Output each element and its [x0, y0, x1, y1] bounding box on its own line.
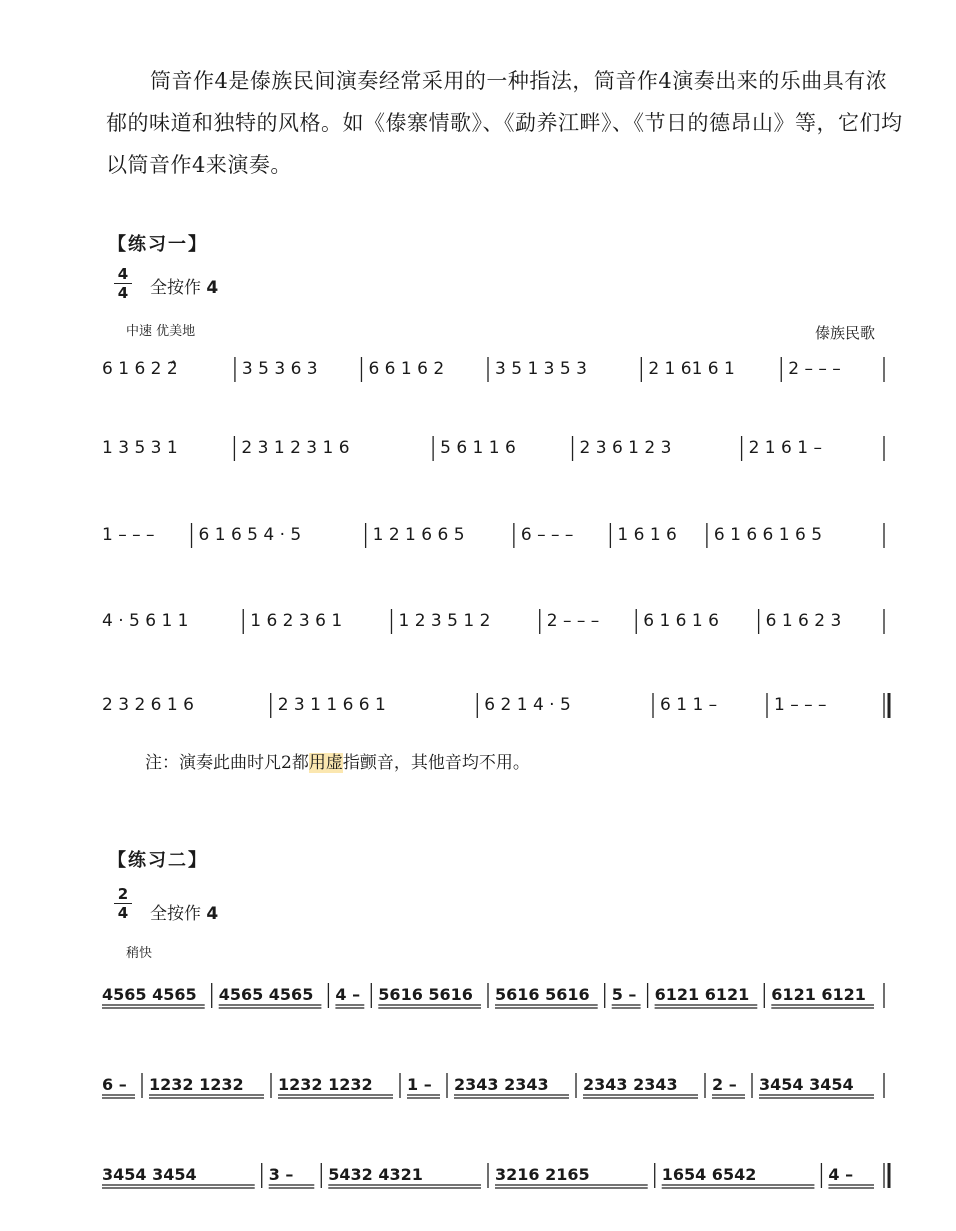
- exercise1-measure: 6 1 6 2 2̂: [102, 359, 178, 379]
- exercise1-row-2: [102, 436, 884, 461]
- exercise1-measure: 1 3 5 3 1: [102, 438, 178, 458]
- exercise2-measure: 1232 1232: [278, 1075, 373, 1094]
- exercise1-measure: 2 3 6 1 2 3: [579, 438, 672, 458]
- exercise1-measure: 2 – – –: [546, 611, 600, 631]
- exercise1-title: 【练习一】: [108, 234, 208, 255]
- exercise1-measure: 1 2 3 5 1 2: [398, 611, 491, 631]
- time-bottom: 4: [117, 284, 129, 302]
- exercise1-measure: 2 3 1 1 6 6 1: [277, 695, 386, 715]
- exercise2-measure: 3216 2165: [495, 1165, 590, 1184]
- time-top: 2: [117, 885, 129, 903]
- exercise2-measure: 6121 6121: [654, 985, 750, 1004]
- key-label: 全按作: [150, 278, 201, 298]
- exercise2-measure: 2 –: [712, 1075, 737, 1094]
- exercise1-measure: 5 6 1 1 6: [440, 438, 516, 458]
- exercise2-measure: 5432 4321: [328, 1165, 423, 1184]
- exercise2-measure: 1232 1232: [149, 1075, 244, 1094]
- exercise1-measure: 2 3 1 2 3 1 6: [241, 438, 350, 458]
- exercise1-row-5: [102, 693, 889, 718]
- exercise2-measure: 3454 3454: [759, 1075, 854, 1094]
- exercise1-measure: 1 6 1 6: [617, 525, 677, 545]
- exercise2-measure: 4 –: [828, 1165, 854, 1184]
- exercise1-measure: 6 1 6 1 6: [643, 611, 719, 631]
- exercise1-measure: 1 – – –: [774, 695, 827, 715]
- exercise1-measure: 6 1 6 2 3: [765, 611, 842, 631]
- exercise1-measure: 6 2 1 4 · 5: [484, 695, 571, 715]
- exercise1-tempo: 中速 优美地: [126, 324, 196, 339]
- exercise2-measure: 4 –: [335, 985, 361, 1004]
- exercise2-measure: 1654 6542: [661, 1165, 757, 1184]
- exercise2-row-3: [102, 1163, 889, 1188]
- exercise1-measure: 2 3 2 6 1 6: [102, 695, 194, 715]
- exercise1-measure: 1 6 2 3 6 1: [250, 611, 343, 631]
- exercise2-measure: 4565 4565: [102, 985, 197, 1004]
- exercise2-title: 【练习二】: [108, 850, 208, 871]
- exercise1-measure: 2 1 61 6 1: [648, 359, 735, 379]
- intro-paragraph: 筒音作4是傣族民间演奏经常采用的一种指法，筒音作4演奏出来的乐曲具有浓郁的味道和独特的风格。如《傣寨情歌》、《勐养江畔》、《节日的德昂山》等，它们均以筒音作4来演奏。: [106, 69, 903, 177]
- exercise1-measure: 1 2 1 6 6 5: [372, 525, 465, 545]
- exercise1-row-4: [102, 609, 884, 634]
- exercise2-measure: 5616 5616: [495, 985, 590, 1004]
- exercise1-measure: 4 · 5 6 1 1: [102, 611, 189, 631]
- exercise1-measure: 3 5 1 3 5 3: [495, 359, 587, 379]
- exercise2-measure: 4565 4565: [218, 985, 314, 1004]
- exercise1-measure: 1 – – –: [102, 525, 155, 545]
- exercise1-measure: 6 – – –: [520, 525, 574, 545]
- footnote-post: 指颤音，其他音均不用。: [342, 753, 530, 773]
- exercise2-measure: 3 –: [268, 1165, 294, 1184]
- exercise1-measure: 2 – – –: [788, 359, 841, 379]
- exercise1-row-1: [102, 357, 884, 382]
- exercise1-measure: 3 5 3 6 3: [241, 359, 318, 379]
- key-value: 4: [206, 278, 219, 298]
- key-value: 4: [206, 904, 219, 924]
- exercise2-measure: 6 –: [102, 1075, 127, 1094]
- exercise2-measure: 3454 3454: [102, 1165, 197, 1184]
- exercise1-origin: 傣族民歌: [815, 324, 876, 342]
- exercise1-measure: 6 6 1 6 2: [368, 359, 445, 379]
- exercise2-row-2: [102, 1073, 884, 1098]
- exercise1-measure: 6 1 6 6 1 6 5: [713, 525, 823, 545]
- exercise2-measure: 5616 5616: [378, 985, 473, 1004]
- exercise2-measure: 2343 2343: [454, 1075, 549, 1094]
- exercise2-row-1: [102, 983, 884, 1008]
- time-top: 4: [117, 265, 129, 283]
- exercise2-measure: 5 –: [611, 985, 637, 1004]
- footnote-pre: 注：演奏此曲时凡2都: [145, 753, 309, 773]
- time-bottom: 4: [117, 904, 129, 922]
- exercise1-measure: 6 1 1 –: [660, 695, 718, 715]
- key-label: 全按作: [150, 904, 201, 924]
- exercise1-measure: 2 1 6 1 –: [748, 438, 822, 458]
- exercise2-measure: 6121 6121: [771, 985, 866, 1004]
- exercise1-measure: 6 1 6 5 4 · 5: [198, 525, 302, 545]
- footnote-highlight: 用虚: [308, 753, 343, 773]
- exercise2-measure: 2343 2343: [583, 1075, 678, 1094]
- exercise1-row-3: [102, 523, 884, 548]
- exercise2-measure: 1 –: [407, 1075, 432, 1094]
- exercise2-tempo: 稍快: [126, 946, 153, 961]
